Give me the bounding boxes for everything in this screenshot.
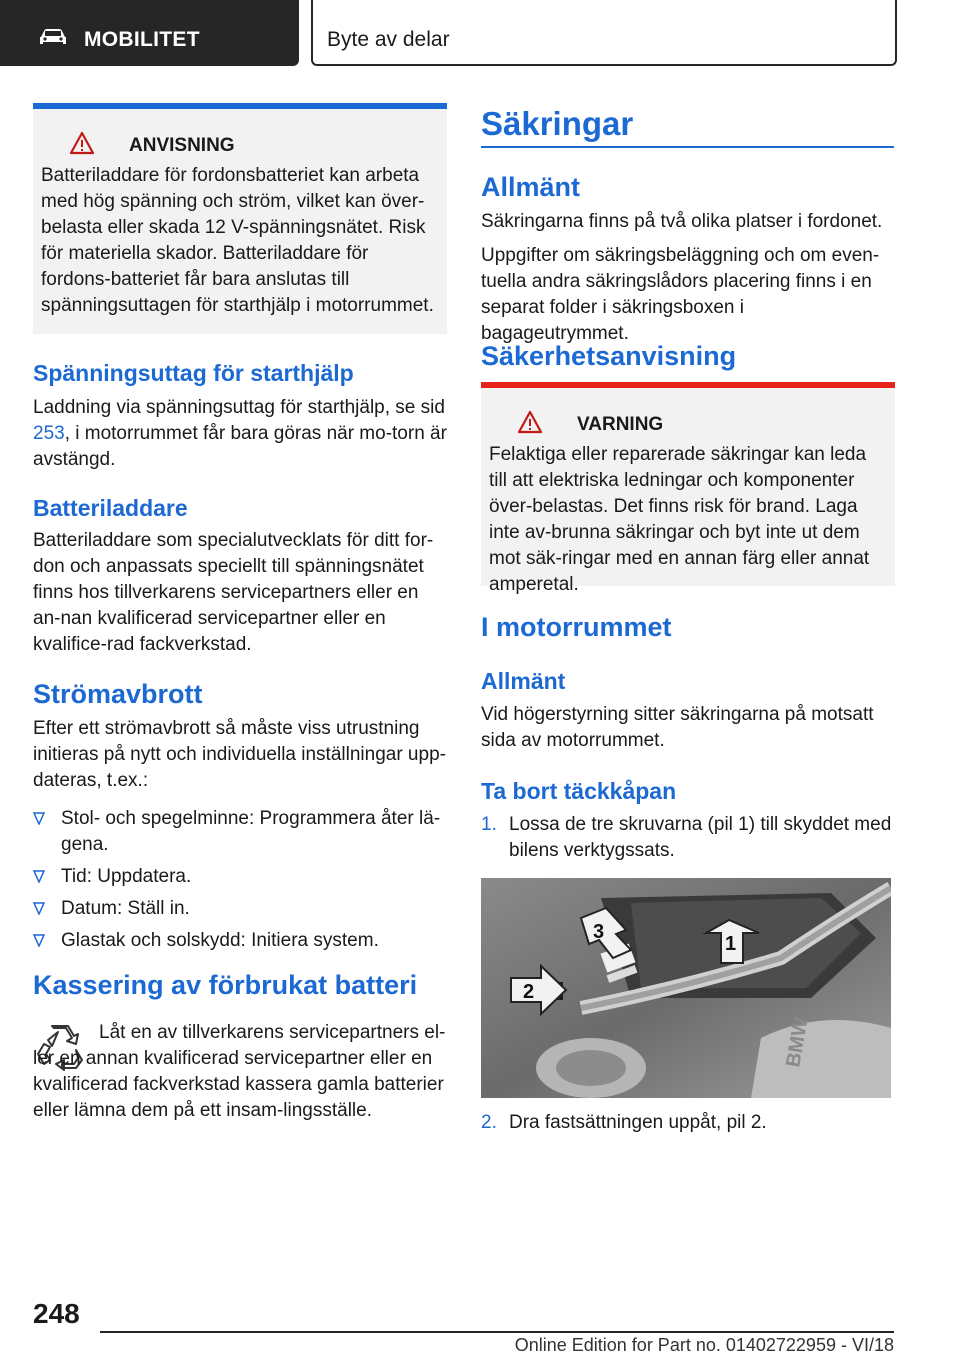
list-item: Datum: Ställ in. [33, 896, 447, 922]
footer-rule [100, 1331, 894, 1333]
brand-badge: BMW [782, 1015, 813, 1069]
warning-text: Felaktiga eller reparerade säkringar kan leda till att elektriska ledningar och komponenter över-belastas. Det finns risk för brand. Laga inte av-brunna säkringar och byt inte ut dem mot säk-ringar med en annan färg eller annat amperetal. [489, 444, 870, 595]
arrow-label-3: 3 [593, 921, 605, 943]
heading-sakerhet: Säkerhetsanvisning [481, 341, 737, 371]
step-number: 1. [481, 814, 497, 835]
chapter-tab[interactable] [311, 0, 897, 66]
notice-text: Batteriladdare för fordonsbatteriet kan arbeta med hög spänning och ström, vilket kan över-belasta eller skada 12 V-spänningsnätet. Risk för materiella skador. Batteriladdare för fordons-batteriet får bara anslutas till spänningsuttagen för starthjälp i motorrummet. [41, 165, 434, 316]
heading-rule [481, 146, 894, 148]
heading-spanning: Spänningsuttag för starthjälp [33, 360, 354, 386]
heading-laddare: Batteriladdare [33, 495, 188, 521]
page-link[interactable]: 253 [33, 423, 65, 444]
paragraph-allmant-1: Säkringarna finns på två olika platser i fordonet. [481, 211, 883, 232]
paragraph-allmant-2b: Vid högerstyrning sitter säkringarna på motsatt sida av motorrummet. [481, 704, 874, 751]
bullet-triangle-icon [33, 934, 45, 947]
arrow-label-1: 1 [725, 933, 737, 955]
heading-motor: I motorrummet [481, 612, 672, 642]
paragraph-allmant-2: Uppgifter om säkringsbeläggning och om even-tuella andra säkringslådors placering finns i en separat folder i säkringsboxen i bagageutrymmet. [481, 245, 880, 344]
paragraph-laddare: Batteriladdare som specialutvecklats för ditt for-don och anpassats speciellt till spänningsnätet finns hos tillverkarens servicepartners eller en an-nan kvalificerad servicepartner eller en kvalifice-rad fackverkstad. [33, 530, 434, 655]
warning-title: VARNING [577, 414, 664, 435]
paragraph-kassering: Låt en av tillverkarens servicepartners el-ler en annan kvalificerad servicepartner eller en kvalificerad fackverkstad kassera gamla batterier eller lämna dem på ett insam-lingsställe. [33, 1022, 446, 1121]
list-item: Tid: Uppdatera. [33, 864, 447, 890]
paragraph-strom: Efter ett strömavbrott så måste viss utrustning initieras på nytt och individuella inställningar upp-dateras, t.ex.: [33, 718, 446, 791]
heading-kassering: Kassering av förbrukat batteri [33, 970, 418, 1000]
paragraph-spanning: Laddning via spänningsuttag för starthjälp, se sid 253, i motorrummet får bara göras när mo-torn är avstängd. [33, 397, 447, 470]
warning-bar [481, 382, 895, 388]
section-label: MOBILITET [84, 28, 200, 51]
heading-sakringar: Säkringar [481, 105, 634, 142]
bullet-triangle-icon [33, 902, 45, 915]
step-number: 2. [481, 1112, 497, 1133]
engine-bay-photo [481, 878, 891, 1098]
warning-triangle-icon [517, 410, 543, 434]
section-tab[interactable] [0, 0, 299, 66]
notice-box [33, 103, 447, 334]
chapter-label: Byte av delar [327, 28, 450, 51]
heading-allmant-2: Allmänt [481, 668, 566, 694]
step-item [481, 1110, 895, 1136]
notice-bar [33, 103, 447, 109]
step-text: Dra fastsättningen uppåt, pil 2. [509, 1112, 767, 1133]
heading-allmant: Allmänt [481, 172, 581, 202]
page-number: 248 [33, 1298, 80, 1329]
warning-triangle-icon [69, 131, 95, 155]
step-item [481, 812, 895, 864]
bullet-triangle-icon [33, 812, 45, 825]
heading-tabort: Ta bort täckkåpan [481, 778, 677, 804]
bullet-list [33, 806, 447, 954]
footer-edition: Online Edition for Part no. 01402722959 - VI/18 [514, 1335, 894, 1355]
arrow-label-2: 2 [523, 981, 535, 1003]
notice-title: ANVISNING [129, 135, 235, 156]
warning-box [481, 382, 895, 595]
car-icon [38, 28, 68, 46]
heading-strom: Strömavbrott [33, 679, 203, 709]
bullet-triangle-icon [33, 870, 45, 883]
list-item: Stol- och spegelminne: Programmera åter lä-gena. [33, 806, 447, 858]
list-item: Glastak och solskydd: Initiera system. [33, 928, 447, 954]
step-text: Lossa de tre skruvarna (pil 1) till skyddet med bilens verktygssats. [509, 814, 892, 861]
